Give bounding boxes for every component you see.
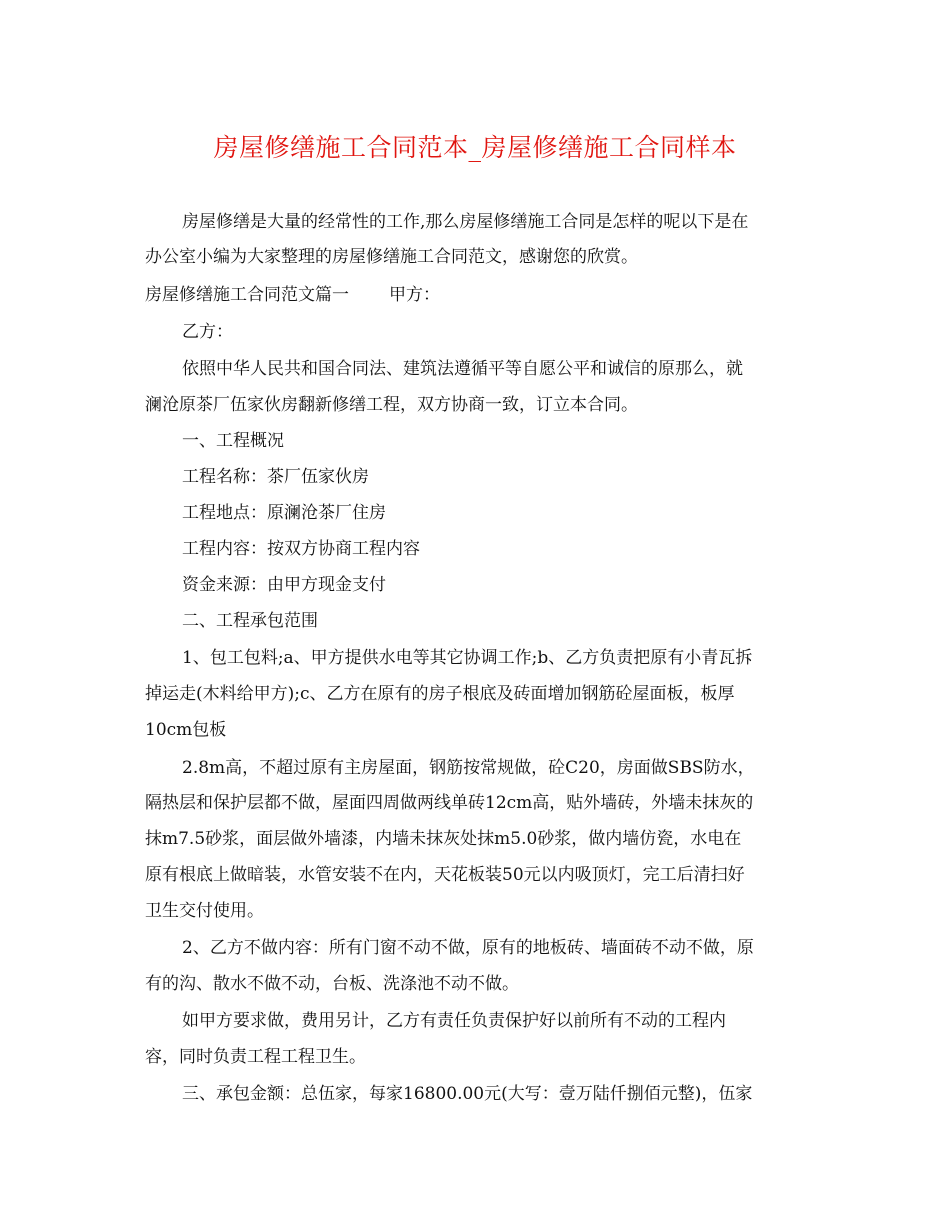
paragraph-line: 原有根底上做暗装，水管安装不在内，天花板装50元以内吸顶灯，完工后清扫好 bbox=[145, 865, 745, 885]
party-b-label: 乙方： bbox=[182, 322, 233, 342]
paragraph-line: 掉运走(木料给甲方);c、乙方在原有的房子根底及砖面增加钢筋砼屋面板，板厚 bbox=[145, 684, 735, 704]
paragraph-line: 2.8m高，不超过原有主房屋面，钢筋按常规做，砼C20，房面做SBS防水， bbox=[182, 758, 755, 778]
paragraph-line: 三、承包金额：总伍家，每家16800.00元(大写：壹万陆仟捌佰元整)，伍家 bbox=[182, 1084, 753, 1104]
paragraph-line: 隔热层和保护层都不做，屋面四周做两线单砖12cm高，贴外墙砖，外墙未抹灰的 bbox=[145, 793, 754, 813]
clause-heading: 一、工程概况 bbox=[182, 431, 284, 451]
paragraph-line: 抹m7.5砂浆，面层做外墙漆，内墙未抹灰处抹m5.0砂浆，做内墙仿瓷，水电在 bbox=[145, 829, 742, 849]
paragraph-line: 卫生交付使用。 bbox=[145, 901, 264, 921]
paragraph-line: 工程名称：茶厂伍家伙房 bbox=[182, 467, 369, 487]
document-title: 房屋修缮施工合同范本_房屋修缮施工合同样本 bbox=[213, 133, 737, 162]
clause-heading: 二、工程承包范围 bbox=[182, 611, 318, 631]
paragraph-line: 容，同时负责工程工程卫生。 bbox=[145, 1047, 366, 1067]
paragraph-line: 10cm包板 bbox=[145, 720, 227, 740]
paragraph-line: 办公室小编为大家整理的房屋修缮施工合同范文，感谢您的欣赏。 bbox=[145, 247, 638, 267]
paragraph-line: 依照中华人民共和国合同法、建筑法遵循平等自愿公平和诚信的原那么，就 bbox=[182, 359, 743, 379]
paragraph-line: 2、乙方不做内容：所有门窗不动不做，原有的地板砖、墙面砖不动不做，原 bbox=[182, 938, 754, 958]
paragraph-line: 工程内容：按双方协商工程内容 bbox=[182, 539, 420, 559]
section-line bbox=[145, 283, 440, 307]
paragraph-line: 工程地点：原澜沧茶厂住房 bbox=[182, 503, 386, 523]
paragraph-line: 资金来源：由甲方现金支付 bbox=[182, 575, 386, 595]
section-heading: 房屋修缮施工合同范文篇一 bbox=[145, 285, 349, 305]
paragraph-line: 如甲方要求做，费用另计，乙方有责任负责保护好以前所有不动的工程内 bbox=[182, 1011, 726, 1031]
party-a-label: 甲方： bbox=[389, 285, 440, 305]
paragraph-line: 房屋修缮是大量的经常性的工作,那么房屋修缮施工合同是怎样的呢以下是在 bbox=[182, 212, 749, 232]
paragraph-line: 1、包工包料;a、甲方提供水电等其它协调工作;b、乙方负责把原有小青瓦拆 bbox=[182, 648, 753, 668]
paragraph-line: 澜沧原茶厂伍家伙房翻新修缮工程，双方协商一致，订立本合同。 bbox=[145, 395, 638, 415]
paragraph-line: 有的沟、散水不做不动，台板、洗涤池不动不做。 bbox=[145, 974, 519, 994]
